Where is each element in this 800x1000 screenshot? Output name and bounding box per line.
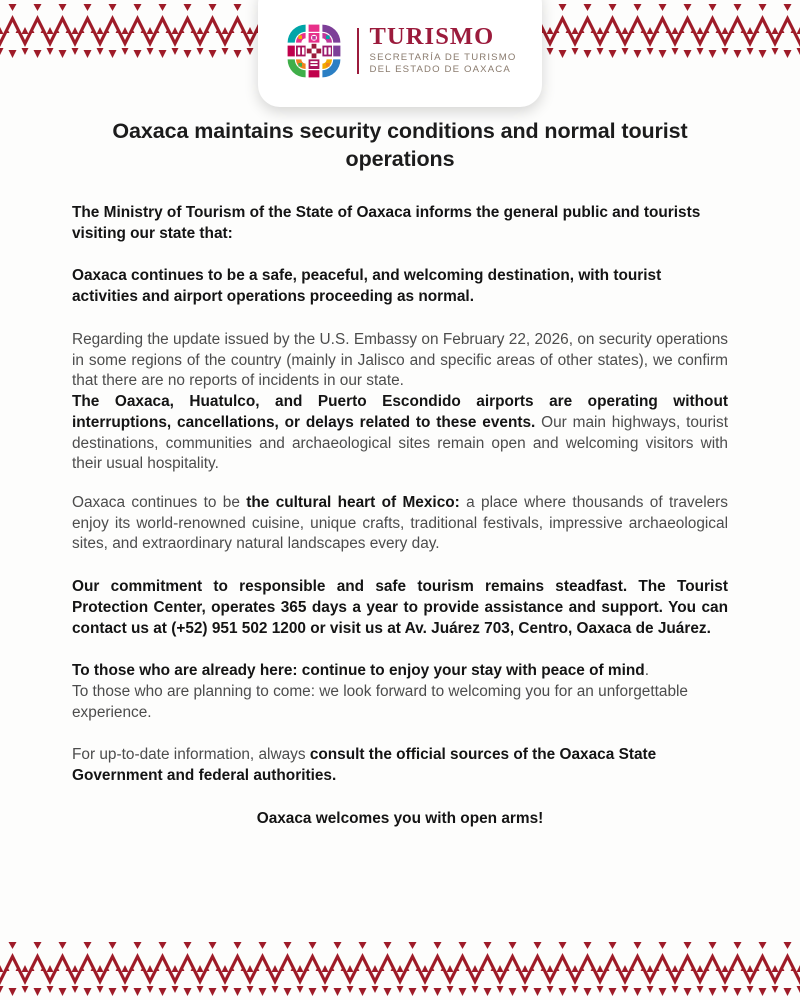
cultural-bold-text: the cultural heart of Mexico: xyxy=(246,493,460,511)
brand-subtitle xyxy=(370,52,517,77)
sources-bold-text: consult the official sources of the Oaxaca State Government and federal authorities. xyxy=(72,746,657,785)
oaxaca-mosaic-logo-icon xyxy=(284,21,344,81)
announcement-body xyxy=(72,118,728,830)
logo-divider xyxy=(357,28,359,74)
already-here-bold-text: To those who are already here: continue to enjoy your stay with peace of mind xyxy=(72,662,645,680)
paragraph-cultural-heart xyxy=(72,493,728,555)
paragraph-embassy-update: Regarding the update issued by the U.S. Embassy on February 22, 2026, on security operations in some regions of the country (mainly in Jalisco and specific areas of other states), we confirm that there are no reports of incidents in our state. xyxy=(72,330,728,390)
zigzag-greca-border-bottom-icon xyxy=(0,938,800,1000)
airports-bold-text: The Oaxaca, Huatulco, and Puerto Escondido airports are operating without interruptions, cancellations, or delays related to these events. xyxy=(72,393,728,431)
brand-subtitle-line2: DEL ESTADO DE OAXACA xyxy=(369,64,511,76)
brand-header-card xyxy=(258,0,542,107)
paragraph-planning-to-come: To those who are planning to come: we look forward to welcoming you for an unforgettable experience. xyxy=(72,682,688,721)
page-title: Oaxaca maintains security conditions and normal tourist operations xyxy=(112,119,688,171)
cultural-prefix-text: Oaxaca continues to be xyxy=(72,493,247,511)
brand-title: TURISMO xyxy=(369,22,495,50)
paragraph-intro: The Ministry of Tourism of the State of Oaxaca informs the general public and tourists visiting our state that: xyxy=(72,204,701,242)
brand-subtitle-line1: SECRETARÍA DE TURISMO xyxy=(369,51,517,63)
paragraph-commitment: Our commitment to responsible and safe tourism remains steadfast. The Tourist Protection Center, operates 365 days a year to provide assistance and support. You can contact us at (+52) 951 502 1200 or visit us at Av. Juárez 703, Centro, Oaxaca de Juárez. xyxy=(72,578,728,637)
paragraph-already-here xyxy=(72,661,728,682)
sources-prefix-text: For up-to-date information, always xyxy=(72,746,310,764)
already-here-rest-text: . xyxy=(644,662,649,680)
airports-rest-text: Our main highways, tourist destinations, communities and archaeological sites remain open and welcoming visitors with their usual hospitality. xyxy=(72,413,728,473)
paragraph-official-sources xyxy=(72,745,728,786)
paragraph-airports xyxy=(72,392,728,475)
closing-statement: Oaxaca welcomes you with open arms! xyxy=(256,809,544,827)
paragraph-safe-destination: Oaxaca continues to be a safe, peaceful, and welcoming destination, with tourist activities and airport operations proceeding as normal. xyxy=(72,267,662,306)
cultural-rest-text: a place where thousands of travelers enjoy its world-renowned cuisine, unique crafts, traditional festivals, impressive archaeological sites, and extraordinary natural landscapes every day. xyxy=(72,493,728,553)
